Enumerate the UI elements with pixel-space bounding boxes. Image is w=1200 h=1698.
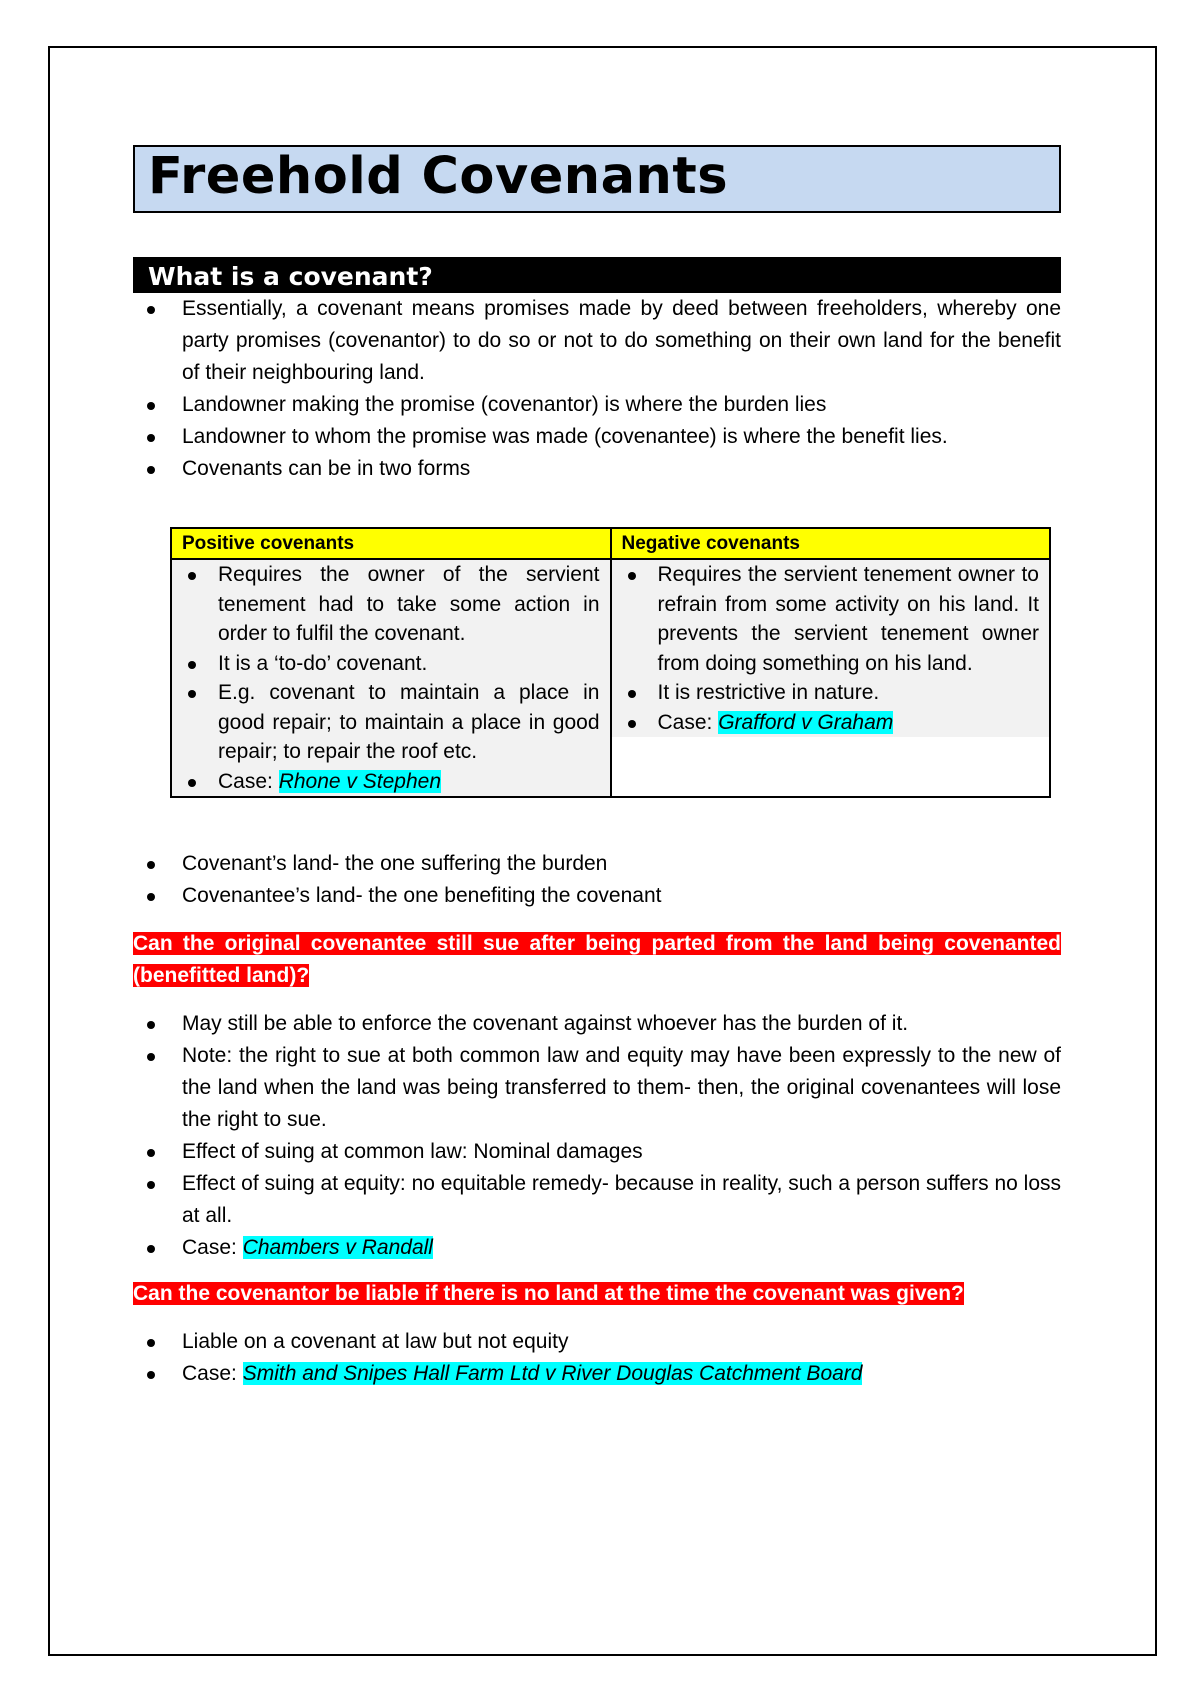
- list-item-text: Requires the owner of the servient tenement had to take some action in order to fulfil the covenant.: [218, 563, 600, 645]
- q2-list: [133, 1326, 1061, 1390]
- question-heading: Can the covenantor be liable if there is no land at the time the covenant was given?: [133, 1282, 964, 1305]
- list-item-text: E.g. covenant to maintain a place in good repair; to maintain a place in good repair; to repair the roof etc.: [218, 681, 600, 763]
- bullet-icon: [188, 690, 196, 698]
- list-item: [133, 293, 1061, 389]
- list-item: [133, 1232, 1061, 1264]
- list-item: [133, 1136, 1061, 1168]
- q1-list: [133, 1008, 1061, 1264]
- bullet-icon: [147, 1149, 155, 1157]
- bullet-icon: [147, 1021, 155, 1029]
- bullet-icon: [147, 466, 155, 474]
- bullet-icon: [188, 572, 196, 580]
- case-label: Case:: [182, 1362, 243, 1385]
- list-item: [172, 649, 600, 679]
- covenant-types-table: [170, 527, 1051, 798]
- list-item: [133, 880, 1061, 912]
- list-item: [172, 767, 600, 797]
- intro-list: [133, 293, 1061, 485]
- list-item-text: Covenant’s land- the one suffering the burden: [182, 852, 608, 875]
- bullet-icon: [628, 720, 636, 728]
- bullet-icon: [147, 306, 155, 314]
- bullet-icon: [147, 1339, 155, 1347]
- question-block: [133, 1278, 1061, 1310]
- positive-body: [172, 560, 610, 796]
- list-item-text: Landowner to whom the promise was made (covenantee) is where the benefit lies.: [182, 425, 948, 448]
- list-item: [133, 848, 1061, 880]
- case-name: Smith and Snipes Hall Farm Ltd v River Douglas Catchment Board: [242, 1362, 863, 1385]
- case-label: Case:: [218, 769, 279, 793]
- bullet-icon: [147, 1371, 155, 1379]
- list-item: [172, 678, 600, 767]
- list-item: [133, 1358, 1061, 1390]
- list-item: [133, 1008, 1061, 1040]
- positive-heading: Positive covenants: [172, 529, 610, 560]
- list-item-text: Essentially, a covenant means promises made by deed between freeholders, whereby one party promises (covenantor) to do so or not to do something on their own land for the benefit of their neighbouring land.: [182, 297, 1061, 384]
- bullet-icon: [188, 779, 196, 787]
- list-item-text: May still be able to enforce the covenant against whoever has the burden of it.: [182, 1012, 909, 1035]
- list-item: [172, 560, 600, 649]
- bullet-icon: [147, 434, 155, 442]
- bullet-icon: [147, 1181, 155, 1189]
- bullet-icon: [188, 661, 196, 669]
- section-heading: What is a covenant?: [133, 257, 1061, 293]
- list-item-text: Covenants can be in two forms: [182, 457, 471, 480]
- negative-heading: Negative covenants: [612, 529, 1050, 560]
- bullet-icon: [147, 1053, 155, 1061]
- case-name: Chambers v Randall: [242, 1236, 433, 1259]
- list-item-text: Note: the right to sue at both common law and equity may have been expressly to the new of the land when the land was being transferred to them- then, the original covenantees will lose the right to sue.: [182, 1044, 1061, 1131]
- land-list: [133, 848, 1061, 912]
- list-item-text: Requires the servient tenement owner to refrain from some activity on his land. It prevents the servient tenement owner from doing something on his land.: [657, 563, 1039, 675]
- negative-column: [610, 529, 1050, 796]
- list-item: [133, 1168, 1061, 1232]
- case-label: Case:: [657, 710, 719, 734]
- list-item: [133, 389, 1061, 421]
- bullet-icon: [147, 893, 155, 901]
- bullet-icon: [628, 572, 636, 580]
- list-item: [133, 1326, 1061, 1358]
- bullet-icon: [147, 1245, 155, 1253]
- bullet-icon: [147, 402, 155, 410]
- list-item: [612, 678, 1040, 708]
- bullet-icon: [628, 690, 636, 698]
- list-item: [133, 421, 1061, 453]
- list-item-text: Effect of suing at common law: Nominal damages: [182, 1140, 643, 1163]
- list-item-text: Covenantee’s land- the one benefiting the covenant: [182, 884, 662, 907]
- list-item-text: Liable on a covenant at law but not equity: [182, 1330, 569, 1353]
- question-heading: Can the original covenantee still sue after being parted from the land being covenanted (benefitted land)?: [133, 932, 1061, 987]
- list-item: [612, 708, 1040, 738]
- document-content: [133, 145, 1061, 1390]
- positive-column: [172, 529, 610, 796]
- list-item-text: It is a ‘to-do’ covenant.: [218, 651, 428, 675]
- question-block: [133, 928, 1061, 992]
- negative-body: [612, 560, 1050, 737]
- case-label: Case:: [182, 1236, 243, 1259]
- list-item-text: Landowner making the promise (covenantor) is where the burden lies: [182, 393, 827, 416]
- list-item-text: It is restrictive in nature.: [657, 681, 880, 704]
- list-item-text: Effect of suing at equity: no equitable remedy- because in reality, such a person suffers no loss at all.: [182, 1172, 1062, 1227]
- list-item: [612, 560, 1040, 678]
- list-item: [133, 1040, 1061, 1136]
- list-item: [133, 453, 1061, 485]
- page-title: Freehold Covenants: [133, 145, 1061, 213]
- case-name: Grafford v Graham: [718, 710, 894, 734]
- case-name: Rhone v Stephen: [278, 769, 441, 793]
- bullet-icon: [147, 861, 155, 869]
